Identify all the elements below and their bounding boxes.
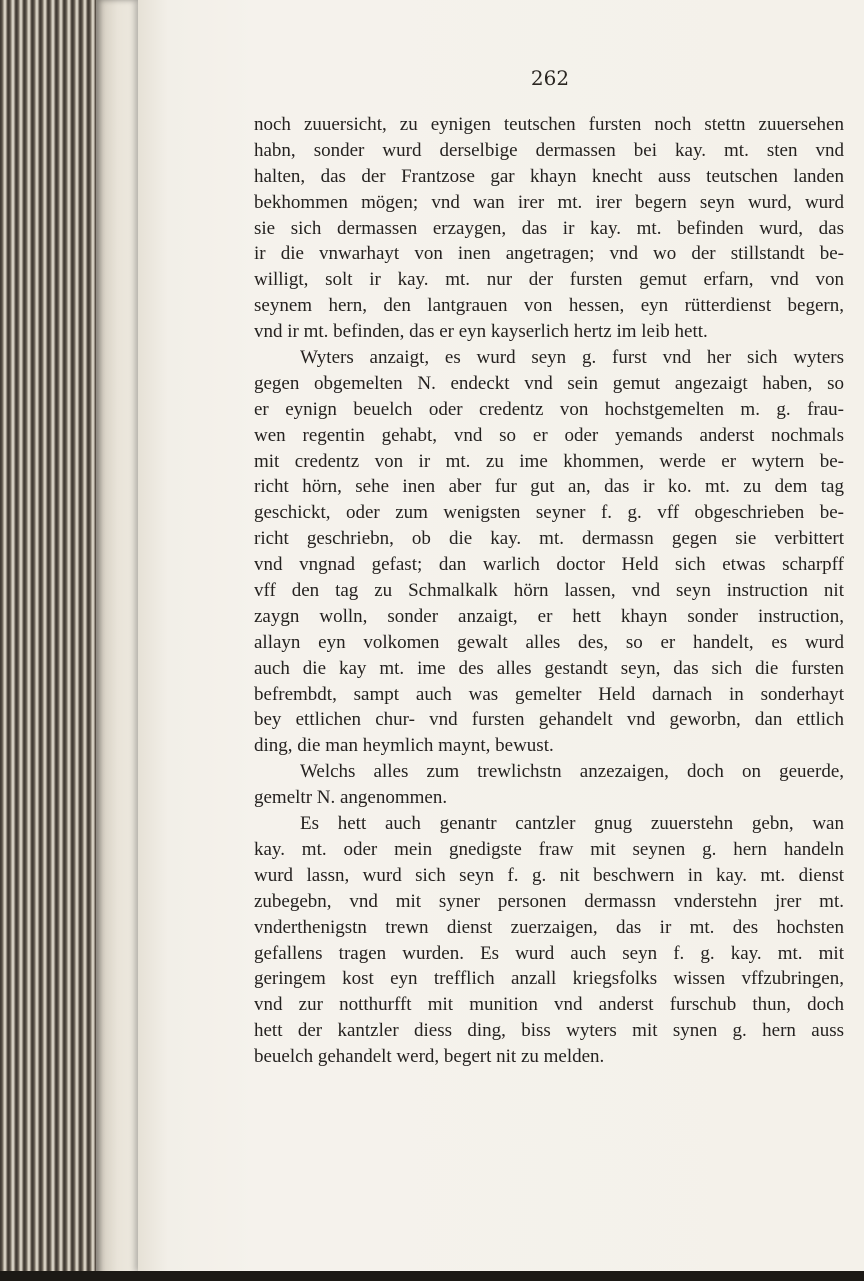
book-page-edges [0, 0, 150, 1281]
text-line: Wyters anzaigt, es wurd seyn g. furst vnd her sich wyters [300, 347, 844, 369]
text-line: vnd ir mt. befinden, das er eyn kayserlich hertz im leib hett. [254, 321, 708, 343]
text-line: halten, das der Frantzose gar khayn knecht auss teutschen landen [254, 165, 844, 187]
text-line: vnd zur notthurfft mit munition vnd anderst furschub thun, doch [254, 994, 844, 1016]
text-line: ir die vnwarhayt von inen angetragen; vnd wo der stillstandt be- [254, 243, 844, 265]
text-line: willigt, solt ir kay. mt. nur der fursten gemut erfarn, vnd von [254, 269, 844, 291]
text-line: seynem hern, den lantgrauen von hessen, eyn rütterdienst begern, [254, 295, 844, 317]
text-line: geringem kost eyn trefflich anzall kriegsfolks wissen vffzubringen, [254, 968, 844, 990]
text-line: vnd vngnad gefast; dan warlich doctor Held sich etwas scharpff [254, 554, 844, 576]
text-line: gemeltr N. angenommen. [254, 787, 448, 809]
text-line: zaygn wolln, sonder anzaigt, er hett khayn sonder instruction, [254, 605, 844, 627]
text-line: ding, die man heymlich maynt, bewust. [254, 735, 554, 757]
text-line: richt geschriebn, ob die kay. mt. dermassn gegen sie verbittert [254, 528, 844, 550]
text-line: allayn eyn volkomen gewalt alles des, so er handelt, es wurd [254, 631, 844, 653]
page-number: 262 [530, 66, 570, 90]
text-line: vff den tag zu Schmalkalk hörn lassen, vnd seyn instruction nit [254, 580, 844, 602]
text-line: kay. mt. oder mein gnedigste fraw mit seynen g. hern handeln [254, 838, 844, 860]
text-line: wurd lassn, wurd sich seyn f. g. nit beschwern in kay. mt. dienst [254, 864, 844, 886]
text-line: er eynign beuelch oder credentz von hochstgemelten m. g. frau- [254, 398, 844, 420]
text-line: hett der kantzler diess ding, biss wyters mit synen g. hern auss [254, 1020, 844, 1042]
text-line: vnderthenigstn trewn dienst zuerzaigen, das ir mt. des hochsten [254, 916, 844, 938]
text-line: richt hörn, sehe inen aber fur gut an, das ir ko. mt. zu dem tag [254, 476, 844, 498]
text-line: zubegebn, vnd mit syner personen dermassn vnderstehn jrer mt. [254, 890, 844, 912]
text-line: noch zuuersicht, zu eynigen teutschen fursten noch stettn zuuersehen [254, 114, 844, 135]
text-line: auch die kay mt. ime des alles gestandt seyn, das sich die fursten [254, 657, 844, 679]
text-line: bekhommen mögen; vnd wan irer mt. irer begern seyn wurd, wurd [254, 191, 844, 213]
text-line: Es hett auch genantr cantzler gnug zuuerstehn gebn, wan [300, 813, 844, 835]
text-line: mit credentz von ir mt. zu ime khommen, werde er wytern be- [254, 450, 844, 472]
text-line: geschickt, oder zum wenigsten seyner f. g. vff obgeschrieben be- [254, 502, 844, 524]
text-line: gegen obgemelten N. endeckt vnd sein gemut angezaigt haben, so [254, 372, 844, 394]
body-text [254, 112, 844, 1070]
text-line: sie sich dermassen erzaygen, das ir kay. mt. befinden wurd, das [254, 217, 844, 239]
text-line: bey ettlichen chur- vnd fursten gehandelt vnd geworbn, dan ettlich [254, 709, 844, 731]
text-line: befrembdt, sampt auch was gemelter Held darnach in sonderhayt [254, 683, 844, 705]
text-line: wen regentin gehabt, vnd so er oder yemands anderst nochmals [254, 424, 844, 446]
text-line: habn, sonder wurd derselbige dermassen bei kay. mt. sten vnd [254, 139, 844, 161]
text-line: Welchs alles zum trewlichstn anzezaigen, doch on geuerde, [300, 761, 844, 783]
text-line: beuelch gehandelt werd, begert nit zu melden. [254, 1046, 605, 1068]
scan-bottom-edge [0, 1271, 864, 1281]
text-line: gefallens tragen wurden. Es wurd auch seyn f. g. kay. mt. mit [254, 942, 844, 964]
